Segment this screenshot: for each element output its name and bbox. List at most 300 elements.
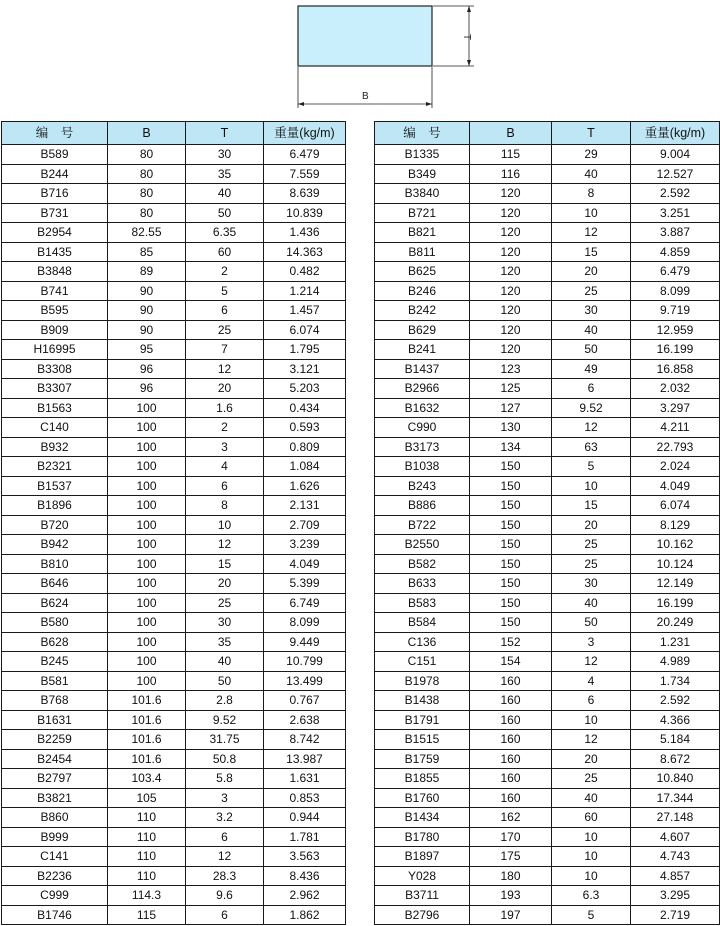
table-row [375, 827, 720, 847]
cell-t: 4 [552, 671, 631, 691]
cell-weight: 10.840 [631, 769, 720, 789]
cell-weight: 16.199 [631, 593, 720, 613]
cell-t: 9.52 [552, 398, 631, 418]
cell-b: 100 [108, 515, 186, 535]
cell-code: B1435 [2, 242, 108, 262]
table-row [375, 535, 720, 555]
cell-b: 110 [108, 847, 186, 867]
column-header-b: B [108, 122, 186, 145]
cell-weight: 2.131 [264, 496, 346, 516]
cell-code: B3821 [2, 788, 108, 808]
cell-weight: 2.719 [631, 905, 720, 925]
cell-code: B1760 [375, 788, 470, 808]
column-header-weight: 重量(kg/m) [264, 122, 346, 145]
cell-b: 160 [470, 769, 552, 789]
cell-code: B2321 [2, 457, 108, 477]
cell-code: B1759 [375, 749, 470, 769]
cell-t: 9.52 [186, 710, 264, 730]
cell-t: 63 [552, 437, 631, 457]
cell-weight: 0.434 [264, 398, 346, 418]
thickness-label: T [461, 34, 472, 41]
cell-t: 40 [552, 320, 631, 340]
cell-t: 15 [552, 242, 631, 262]
cell-b: 100 [108, 554, 186, 574]
cell-b: 110 [108, 808, 186, 828]
cell-code: B810 [2, 554, 108, 574]
cell-t: 12 [186, 535, 264, 555]
cell-code: B1631 [2, 710, 108, 730]
table-row [2, 535, 346, 555]
cell-b: 115 [470, 145, 552, 165]
cell-code: B1563 [2, 398, 108, 418]
table-row [2, 320, 346, 340]
cell-weight: 10.799 [264, 652, 346, 672]
cell-weight: 4.859 [631, 242, 720, 262]
cell-b: 127 [470, 398, 552, 418]
table-row [375, 496, 720, 516]
cell-t: 12 [552, 418, 631, 438]
cell-b: 80 [108, 145, 186, 165]
table-row [375, 262, 720, 282]
cell-code: Y028 [375, 866, 470, 886]
table-row [2, 223, 346, 243]
cell-code: B582 [375, 554, 470, 574]
cell-weight: 4.049 [264, 554, 346, 574]
cell-t: 25 [186, 593, 264, 613]
cell-t: 1.6 [186, 398, 264, 418]
cell-weight: 2.962 [264, 886, 346, 906]
cell-b: 105 [108, 788, 186, 808]
table-row [375, 379, 720, 399]
cell-b: 120 [470, 320, 552, 340]
cell-t: 25 [552, 769, 631, 789]
cell-b: 100 [108, 632, 186, 652]
cell-b: 115 [108, 905, 186, 925]
cell-b: 101.6 [108, 749, 186, 769]
cell-b: 120 [470, 340, 552, 360]
cell-t: 3 [552, 632, 631, 652]
cell-t: 6 [186, 827, 264, 847]
cell-t: 5 [186, 281, 264, 301]
cell-b: 150 [470, 593, 552, 613]
cell-b: 175 [470, 847, 552, 867]
cell-t: 25 [186, 320, 264, 340]
cell-weight: 4.211 [631, 418, 720, 438]
cell-code: B628 [2, 632, 108, 652]
table-row [2, 554, 346, 574]
table-row [375, 164, 720, 184]
cell-code: B246 [375, 281, 470, 301]
table-row [2, 808, 346, 828]
cell-t: 10 [552, 847, 631, 867]
cell-code: B942 [2, 535, 108, 555]
cell-t: 30 [186, 613, 264, 633]
table-row [375, 691, 720, 711]
table-row [375, 340, 720, 360]
cell-t: 4 [186, 457, 264, 477]
table-row [375, 847, 720, 867]
cell-weight: 13.499 [264, 671, 346, 691]
table-row [2, 886, 346, 906]
cell-t: 6.3 [552, 886, 631, 906]
cell-code: C151 [375, 652, 470, 672]
cell-weight: 2.024 [631, 457, 720, 477]
cell-weight: 1.781 [264, 827, 346, 847]
cell-weight: 0.809 [264, 437, 346, 457]
cell-weight: 6.749 [264, 593, 346, 613]
column-header-code: 编 号 [2, 122, 108, 145]
cell-weight: 0.853 [264, 788, 346, 808]
cell-weight: 6.479 [264, 145, 346, 165]
cell-weight: 8.742 [264, 730, 346, 750]
cell-code: B1038 [375, 457, 470, 477]
cell-code: B245 [2, 652, 108, 672]
cell-code: B3307 [2, 379, 108, 399]
cell-weight: 10.839 [264, 203, 346, 223]
cell-weight: 6.479 [631, 262, 720, 282]
cell-weight: 3.251 [631, 203, 720, 223]
cell-weight: 2.638 [264, 710, 346, 730]
table-row [375, 223, 720, 243]
cell-t: 50 [186, 203, 264, 223]
cell-code: B886 [375, 496, 470, 516]
cell-t: 15 [186, 554, 264, 574]
cell-b: 110 [108, 827, 186, 847]
table-row [2, 262, 346, 282]
cell-code: B731 [2, 203, 108, 223]
cell-weight: 3.297 [631, 398, 720, 418]
cell-weight: 3.121 [264, 359, 346, 379]
table-row [375, 574, 720, 594]
cell-t: 30 [186, 145, 264, 165]
cell-b: 89 [108, 262, 186, 282]
cell-t: 8 [186, 496, 264, 516]
cell-code: B1537 [2, 476, 108, 496]
cell-t: 10 [552, 710, 631, 730]
cell-code: B2259 [2, 730, 108, 750]
table-row [375, 418, 720, 438]
cell-b: 150 [470, 574, 552, 594]
cell-code: B624 [2, 593, 108, 613]
cell-b: 150 [470, 554, 552, 574]
cell-weight: 5.399 [264, 574, 346, 594]
cell-t: 2.8 [186, 691, 264, 711]
cell-b: 120 [470, 281, 552, 301]
table-row [375, 769, 720, 789]
cell-code: B3840 [375, 184, 470, 204]
cell-code: B721 [375, 203, 470, 223]
table-row [375, 554, 720, 574]
table-row [375, 808, 720, 828]
cell-b: 123 [470, 359, 552, 379]
cell-b: 150 [470, 496, 552, 516]
table-row [2, 437, 346, 457]
cell-t: 10 [552, 476, 631, 496]
cell-b: 80 [108, 203, 186, 223]
table-row [375, 886, 720, 906]
cell-weight: 0.593 [264, 418, 346, 438]
cell-t: 6.35 [186, 223, 264, 243]
cell-code: B722 [375, 515, 470, 535]
cell-b: 170 [470, 827, 552, 847]
table-row [2, 847, 346, 867]
table-header-row [375, 122, 720, 145]
width-label: B [362, 91, 369, 102]
cell-weight: 4.607 [631, 827, 720, 847]
cell-weight: 4.743 [631, 847, 720, 867]
cell-code: B999 [2, 827, 108, 847]
cell-weight: 0.482 [264, 262, 346, 282]
cell-code: B3173 [375, 437, 470, 457]
cell-weight: 0.944 [264, 808, 346, 828]
cell-weight: 9.719 [631, 301, 720, 321]
cell-b: 100 [108, 613, 186, 633]
cell-t: 12 [552, 223, 631, 243]
table-row [2, 164, 346, 184]
table-row [2, 515, 346, 535]
cell-t: 30 [552, 301, 631, 321]
cell-t: 50.8 [186, 749, 264, 769]
cell-code: C990 [375, 418, 470, 438]
table-row [375, 866, 720, 886]
cell-b: 103.4 [108, 769, 186, 789]
cell-b: 90 [108, 320, 186, 340]
cell-weight: 12.959 [631, 320, 720, 340]
cell-weight: 16.199 [631, 340, 720, 360]
table-row [375, 613, 720, 633]
cell-t: 12 [186, 359, 264, 379]
cell-t: 25 [552, 535, 631, 555]
table-row [2, 476, 346, 496]
cell-code: C999 [2, 886, 108, 906]
table-header-row [2, 122, 346, 145]
cell-code: B595 [2, 301, 108, 321]
cell-code: B2796 [375, 905, 470, 925]
cell-weight: 4.857 [631, 866, 720, 886]
table-row [375, 320, 720, 340]
cell-weight: 9.004 [631, 145, 720, 165]
cell-b: 96 [108, 359, 186, 379]
column-header-b: B [470, 122, 552, 145]
cell-b: 110 [108, 866, 186, 886]
cross-section-diagram [290, 0, 480, 112]
cell-code: B860 [2, 808, 108, 828]
cell-code: B1746 [2, 905, 108, 925]
cell-weight: 8.672 [631, 749, 720, 769]
cell-t: 2 [186, 262, 264, 282]
table-row [2, 788, 346, 808]
table-row [2, 457, 346, 477]
cell-code: B1855 [375, 769, 470, 789]
cell-t: 5 [552, 905, 631, 925]
cell-code: B741 [2, 281, 108, 301]
table-row [2, 301, 346, 321]
cell-t: 35 [186, 164, 264, 184]
cell-code: C136 [375, 632, 470, 652]
cell-weight: 1.231 [631, 632, 720, 652]
cell-b: 125 [470, 379, 552, 399]
spec-table-right [374, 121, 720, 925]
cell-t: 6 [552, 691, 631, 711]
cell-code: B2954 [2, 223, 108, 243]
table-row [2, 203, 346, 223]
cell-t: 60 [186, 242, 264, 262]
cell-t: 40 [186, 184, 264, 204]
cell-weight: 27.148 [631, 808, 720, 828]
cell-weight: 2.592 [631, 184, 720, 204]
table-row [2, 379, 346, 399]
cell-weight: 0.767 [264, 691, 346, 711]
cell-b: 160 [470, 730, 552, 750]
column-header-t: T [186, 122, 264, 145]
cell-b: 162 [470, 808, 552, 828]
table-row [2, 749, 346, 769]
cell-code: B1896 [2, 496, 108, 516]
cell-b: 154 [470, 652, 552, 672]
cell-b: 80 [108, 164, 186, 184]
table-row [375, 242, 720, 262]
cell-weight: 17.344 [631, 788, 720, 808]
table-row [375, 398, 720, 418]
cell-code: B1434 [375, 808, 470, 828]
table-row [375, 281, 720, 301]
cell-code: B241 [375, 340, 470, 360]
table-row [375, 437, 720, 457]
table-row [375, 145, 720, 165]
cell-code: B584 [375, 613, 470, 633]
cell-b: 100 [108, 671, 186, 691]
cell-code: B589 [2, 145, 108, 165]
cell-weight: 5.184 [631, 730, 720, 750]
cell-code: B2966 [375, 379, 470, 399]
cell-weight: 4.366 [631, 710, 720, 730]
cell-code: C141 [2, 847, 108, 867]
cell-weight: 7.559 [264, 164, 346, 184]
table-row [375, 593, 720, 613]
cell-weight: 12.527 [631, 164, 720, 184]
cell-b: 120 [470, 184, 552, 204]
cell-code: B1780 [375, 827, 470, 847]
cell-b: 80 [108, 184, 186, 204]
cell-t: 15 [552, 496, 631, 516]
arrow-right-icon [426, 102, 432, 106]
cell-b: 100 [108, 437, 186, 457]
cell-code: B2550 [375, 535, 470, 555]
cell-code: B3308 [2, 359, 108, 379]
cell-code: B583 [375, 593, 470, 613]
cell-weight: 10.162 [631, 535, 720, 555]
table-row [2, 574, 346, 594]
cell-b: 134 [470, 437, 552, 457]
table-row [2, 242, 346, 262]
cell-b: 120 [470, 223, 552, 243]
cell-b: 160 [470, 691, 552, 711]
table-row [2, 769, 346, 789]
cell-b: 100 [108, 652, 186, 672]
cell-b: 120 [470, 262, 552, 282]
cell-weight: 1.214 [264, 281, 346, 301]
cell-weight: 1.631 [264, 769, 346, 789]
cell-weight: 16.858 [631, 359, 720, 379]
cell-t: 28.3 [186, 866, 264, 886]
table-row [2, 632, 346, 652]
cell-code: B580 [2, 613, 108, 633]
cell-code: B242 [375, 301, 470, 321]
arrow-left-icon [298, 102, 304, 106]
cell-weight: 9.449 [264, 632, 346, 652]
cell-t: 6 [186, 476, 264, 496]
cell-weight: 3.239 [264, 535, 346, 555]
cell-t: 2 [186, 418, 264, 438]
cell-b: 95 [108, 340, 186, 360]
cell-t: 10 [552, 866, 631, 886]
cell-weight: 4.989 [631, 652, 720, 672]
cell-t: 31.75 [186, 730, 264, 750]
cell-t: 3 [186, 788, 264, 808]
cell-t: 3 [186, 437, 264, 457]
table-row [2, 418, 346, 438]
cell-code: B1515 [375, 730, 470, 750]
cell-b: 120 [470, 242, 552, 262]
cell-weight: 3.563 [264, 847, 346, 867]
cell-b: 82.55 [108, 223, 186, 243]
cell-b: 100 [108, 476, 186, 496]
cell-weight: 3.295 [631, 886, 720, 906]
cell-code: B1438 [375, 691, 470, 711]
cell-code: B625 [375, 262, 470, 282]
cell-t: 25 [552, 281, 631, 301]
cell-t: 49 [552, 359, 631, 379]
cell-weight: 1.436 [264, 223, 346, 243]
cell-b: 180 [470, 866, 552, 886]
cell-weight: 8.099 [264, 613, 346, 633]
table-row [2, 827, 346, 847]
cell-b: 100 [108, 496, 186, 516]
cell-t: 10 [552, 203, 631, 223]
cell-b: 100 [108, 574, 186, 594]
table-row [375, 457, 720, 477]
cell-weight: 8.099 [631, 281, 720, 301]
cell-b: 90 [108, 301, 186, 321]
cell-b: 150 [470, 613, 552, 633]
cell-t: 20 [186, 379, 264, 399]
cell-b: 150 [470, 457, 552, 477]
cell-t: 20 [552, 749, 631, 769]
cell-t: 6 [186, 905, 264, 925]
table-row [2, 398, 346, 418]
cell-code: B821 [375, 223, 470, 243]
table-row [375, 652, 720, 672]
cell-weight: 1.457 [264, 301, 346, 321]
cell-weight: 1.734 [631, 671, 720, 691]
table-row [375, 749, 720, 769]
cell-t: 20 [552, 262, 631, 282]
cell-t: 5.8 [186, 769, 264, 789]
cell-b: 100 [108, 418, 186, 438]
column-header-weight: 重量(kg/m) [631, 122, 720, 145]
table-row [375, 710, 720, 730]
cell-code: B1791 [375, 710, 470, 730]
cell-code: B633 [375, 574, 470, 594]
cell-b: 96 [108, 379, 186, 399]
table-row [375, 301, 720, 321]
table-row [2, 184, 346, 204]
cell-b: 150 [470, 535, 552, 555]
cell-t: 9.6 [186, 886, 264, 906]
cell-weight: 5.203 [264, 379, 346, 399]
cell-b: 130 [470, 418, 552, 438]
cell-t: 40 [552, 788, 631, 808]
